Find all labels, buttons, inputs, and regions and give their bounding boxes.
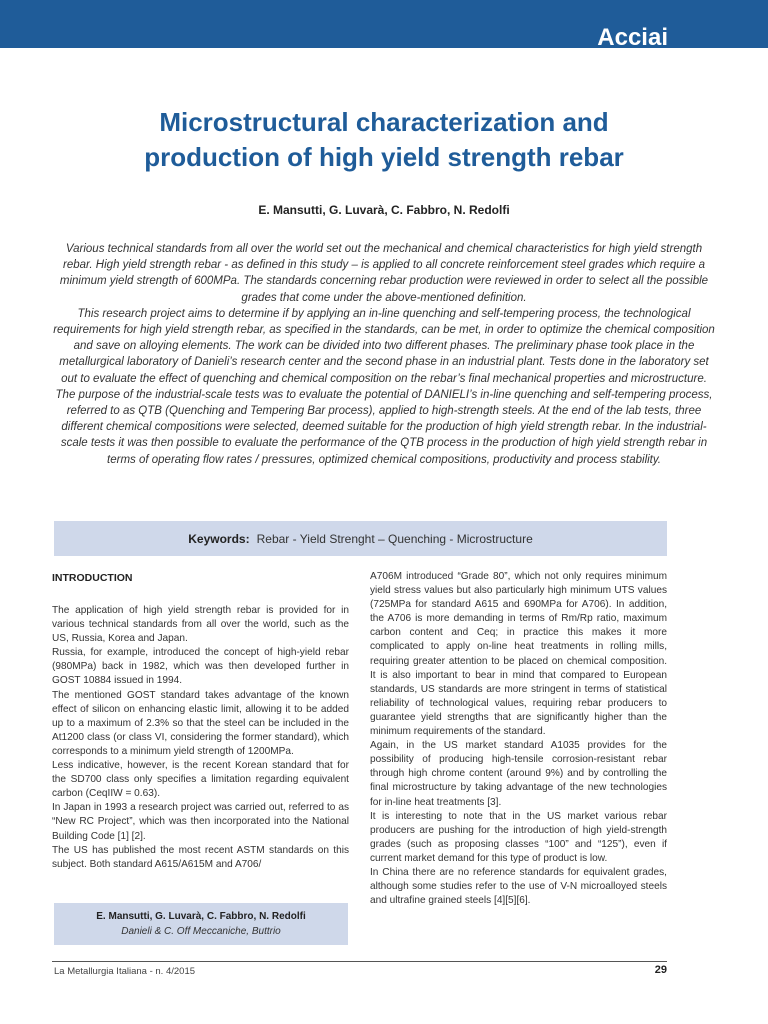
page-number: 29 xyxy=(654,964,667,976)
abstract xyxy=(52,241,716,468)
body-paragraph: Russia, for example, introduced the concept of high-yield rebar (980MPa) back in 1982, which was then developed further in GOST 10884 issued in 1994. xyxy=(52,647,349,687)
abstract-paragraph: This research project aims to determine if by applying an in-line quenching and self-tempering process, the technological requirements for high yield strength rebar, as specified in the standards, can be met, in order to optimize the chemical composition and save on alloying elements. The work can be divided into two different phases. The preliminary phase took place in the metallurgical laboratory of Danieli’s research center and the second phase in an industrial plant. Tests done in the laboratory set out to evaluate the effect of quenching and chemical composition on the rebar’s final mechanical properties and microstructure. The purpose of the industrial-scale tests was to evaluate the potential of DANIELI’s in-line quenching and self-tempering process, referred to as QTB (Quenching and Tempering Bar process), applied to high-strength steels. At the end of the lab tests, three different chemical compositions were selected, deemed suitable for the production of high yield strength rebar. In the industrial-scale tests it was then possible to evaluate the performance of the QTB process in the production of high yield strength rebar in terms of operating flow rates / pressures, optimized chemical compositions, productivity and process stability. xyxy=(53,307,715,466)
body-paragraph: Again, in the US market standard A1035 provides for the possibility of producing high-tensile corrosion-resistant rebar through high chrome content (around 9%) and by controlling the final microstructure by taking advantage of the new technologies for in-line heat treatments [3]. xyxy=(370,740,667,808)
keywords-text: Rebar - Yield Strenght – Quenching - Microstructure xyxy=(256,531,533,546)
body-paragraph: It is interesting to note that in the US market various rebar producers are pushing for the introduction of high yield-strength grades (such as proposing classes “100” and “125”), even if current market demand for this type of product is low. xyxy=(370,810,667,864)
footer-divider xyxy=(52,961,667,962)
body-paragraph: The application of high yield strength rebar is provided for in various technical standards from all over the world, such as the US, Russia, Korea and Japan. xyxy=(52,605,349,645)
journal-citation: La Metallurgia Italiana - n. 4/2015 xyxy=(54,966,196,977)
left-column xyxy=(52,570,349,872)
affiliation-authors: E. Mansutti, G. Luvarà, C. Fabbro, N. Redolfi xyxy=(96,911,306,922)
affiliation-organization: Danieli & C. Off Meccaniche, Buttrio xyxy=(121,926,281,937)
keywords-box xyxy=(54,521,667,556)
body-paragraph: The mentioned GOST standard takes advantage of the known effect of silicon on enhancing elastic limit, allowing it to be added up to a maximum of 2.3% so that the steel can be included in the At1200 class (or class VI, considering the former standard), which corresponds to a minimum yield strength of 1200MPa. xyxy=(52,689,349,757)
introduction-heading: INTRODUCTION xyxy=(52,572,133,584)
article-authors: E. Mansutti, G. Luvarà, C. Fabbro, N. Redolfi xyxy=(258,203,510,217)
keywords-label: Keywords: xyxy=(188,531,250,546)
body-paragraph: Less indicative, however, is the recent Korean standard that for the SD700 class only specifies a limitation regarding equivalent carbon (CeqIIW = 0.63). xyxy=(52,760,349,800)
title-line-1: Microstructural characterization and xyxy=(159,107,609,137)
body-paragraph: A706M introduced “Grade 80”, which not only requires minimum yield stress values but also particularly high minimum UTS values (725MPa for standard A615 and 690MPa for A706). In addition, the A706 is more demanding in terms of Rm/Rp ratio, maximum carbon content and Ceq; in practice this makes it more complicated to apply on-line heat treatments in rolling mills, requiring greater attention to be placed on chemical composition. It is also important to bear in mind that compared to European standards, US standards are more stringent in terms of statistical reliability of technological values, requiring rebar producers to guarantee yield strengths that are significantly higher than the minimum requirements of the standard. xyxy=(370,571,667,738)
section-label: Acciai xyxy=(597,24,668,51)
affiliation-box xyxy=(54,903,348,945)
right-column xyxy=(370,570,667,908)
article-title xyxy=(40,105,728,175)
body-paragraph: The US has published the most recent ASTM standards on this subject. Both standard A615/A615M and A706/ xyxy=(52,844,349,870)
body-paragraph: In Japan in 1993 a research project was carried out, referred to as “New RC Project”, which was then incorporated into the National Building Code [1] [2]. xyxy=(52,802,349,842)
abstract-paragraph: Various technical standards from all over the world set out the mechanical and chemical characteristics for high yield strength rebar. High yield strength rebar - as defined in this study – is applied to all concrete reinforcement steel grades which require a minimum yield strength of 600MPa. The standards concerning rebar production were reviewed in order to select all the possible grades that come under the above-mentioned definition. xyxy=(59,243,709,304)
body-paragraph: In China there are no reference standards for equivalent grades, although some studies refer to the use of V-N microalloyed steels and ultrafine grained steels [4][5][6]. xyxy=(370,866,667,907)
title-line-2: production of high yield strength rebar xyxy=(144,142,624,172)
